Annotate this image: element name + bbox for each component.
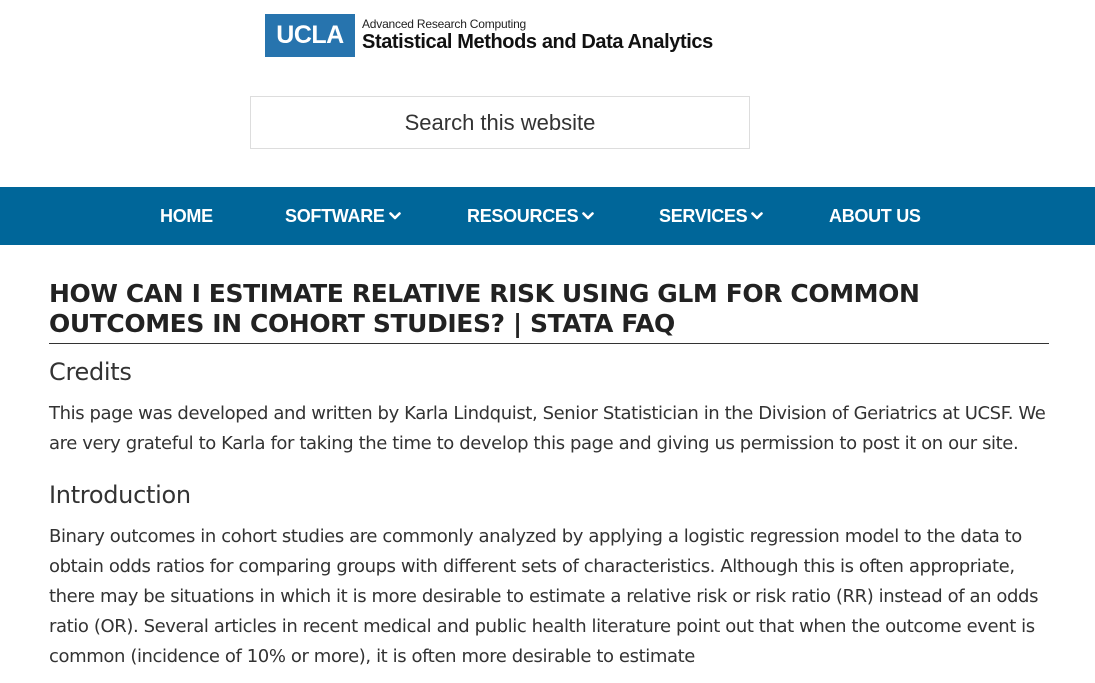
nav-item-software[interactable] xyxy=(285,187,401,245)
search-input[interactable] xyxy=(251,97,749,148)
logo-text xyxy=(362,18,713,53)
nav-item-label: SOFTWARE xyxy=(285,205,385,226)
nav-item-services[interactable] xyxy=(659,187,763,245)
main-nav xyxy=(0,187,1095,245)
article-content xyxy=(49,279,1049,672)
credits-heading: Credits xyxy=(49,358,132,386)
credits-paragraph: This page was developed and written by Karla Lindquist, Senior Statistician in the Division of Geriatrics at UCSF. We are very grateful to Karla for taking the time to develop this page and giving us permission to post it on our site. xyxy=(49,403,1046,454)
chevron-down-icon xyxy=(582,210,594,222)
nav-item-label: HOME xyxy=(160,205,213,226)
ucla-logo-mark: UCLA xyxy=(265,14,355,57)
page-title: HOW CAN I ESTIMATE RELATIVE RISK USING GLM FOR COMMON OUTCOMES IN COHORT STUDIES? | STATA FAQ xyxy=(49,279,1049,344)
logo-title: Statistical Methods and Data Analytics xyxy=(362,31,713,53)
logo-subtitle: Advanced Research Computing xyxy=(362,17,527,31)
introduction-heading: Introduction xyxy=(49,481,191,509)
nav-item-resources[interactable] xyxy=(467,187,594,245)
chevron-down-icon xyxy=(389,210,401,222)
nav-item-label: SERVICES xyxy=(659,205,748,226)
nav-item-label: ABOUT US xyxy=(829,205,921,226)
search-box xyxy=(250,96,750,149)
nav-item-home[interactable] xyxy=(160,187,213,245)
nav-item-label: RESOURCES xyxy=(467,205,579,226)
site-logo[interactable] xyxy=(265,14,713,57)
chevron-down-icon xyxy=(751,210,763,222)
introduction-paragraph: Binary outcomes in cohort studies are commonly analyzed by applying a logistic regression model to the data to obtain odds ratios for comparing groups with different sets of characteristics. Although this is often appropriate, there may be situations in which it is more desirable to estimate a relative risk or risk ratio (RR) instead of an odds ratio (OR). Several articles in recent medical and public health literature point out that when the outcome event is common (incidence of 10% or more), it is often more desirable to estimate xyxy=(49,526,1039,667)
nav-item-about-us[interactable] xyxy=(829,187,921,245)
